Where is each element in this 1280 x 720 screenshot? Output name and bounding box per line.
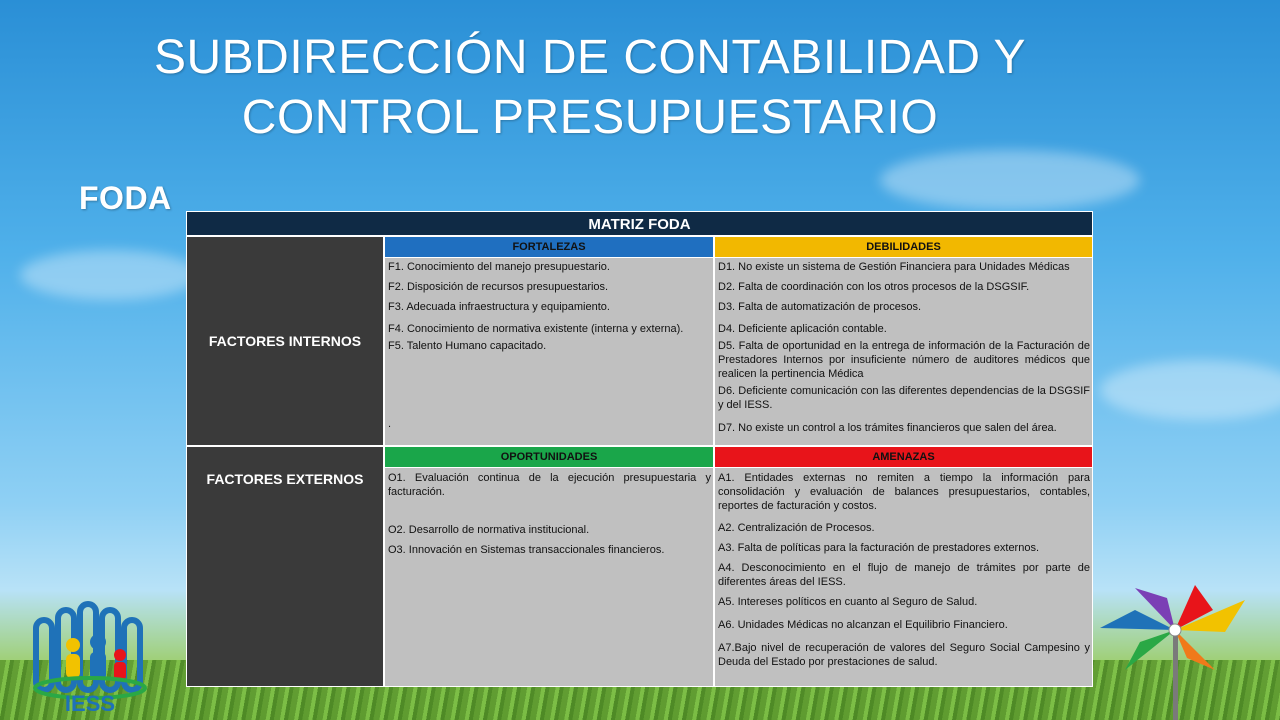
list-item: . [388,418,392,430]
list-item: D7. No existe un control a los trámites financieros que salen del área. [718,422,1057,434]
list-item: F3. Adecuada infraestructura y equipamiento. [388,301,610,313]
list-item: D6. Deficiente comunicación con las diferentes dependencias de la DSGSIF y del IESS. [718,385,1090,411]
oportunidades-list [385,468,713,557]
list-item: D2. Falta de coordinación con los otros procesos de la DSGSIF. [718,281,1030,293]
list-item: F2. Disposición de recursos presupuestarios. [388,281,609,293]
logo-text: IESS [64,691,116,715]
title-line-2: CONTROL PRESUPUESTARIO [241,91,939,144]
pinwheel-decoration [1095,580,1255,720]
list-item: A1. Entidades externas no remiten a tiempo la información para consolidación y evaluación de balances presupuestarios, contables, reportes de facturación y costos. [718,472,1090,512]
cloud-decoration [880,150,1140,210]
iess-logo [28,600,158,715]
cloud-decoration [1100,360,1280,420]
list-item: O3. Innovación en Sistemas transaccionales financieros. [388,544,665,556]
debilidades-list [715,258,1092,435]
list-item: D1. No existe un sistema de Gestión Financiera para Unidades Médicas [718,261,1070,273]
external-factors-label: FACTORES EXTERNOS [186,446,384,687]
list-item: O1. Evaluación continua de la ejecución presupuestaria y facturación. [388,472,711,498]
slide-title [0,28,1180,148]
internal-factors-label: FACTORES INTERNOS [186,236,384,446]
list-item: A3. Falta de políticas para la facturación de prestadores externos. [718,542,1040,554]
fortalezas-column [384,236,714,446]
list-item: O2. Desarrollo de normativa institucional. [388,524,590,536]
debilidades-header: DEBILIDADES [715,237,1092,258]
list-item: A5. Intereses políticos en cuanto al Seguro de Salud. [718,596,978,608]
foda-matrix [186,211,1093,687]
title-line-1: SUBDIRECCIÓN DE CONTABILIDAD Y [153,31,1027,84]
amenazas-column [714,446,1093,687]
cloud-decoration [20,250,200,300]
list-item: F1. Conocimiento del manejo presupuestario. [388,261,610,273]
amenazas-header: AMENAZAS [715,447,1092,468]
section-label: FODA [79,180,172,216]
debilidades-column [714,236,1093,446]
fortalezas-header: FORTALEZAS [385,237,713,258]
list-item: D5. Falta de oportunidad en la entrega de información de la Facturación de Prestadores Internos por insuficiente número de auditores médicos que realicen la pertinencia Médica [718,340,1090,380]
fortalezas-list [385,258,713,431]
list-item: F5. Talento Humano capacitado. [388,340,547,352]
list-item: A7.Bajo nivel de recuperación de valores del Seguro Social Campesino y Deuda del Estado por prestaciones de salud. [718,642,1090,668]
list-item: D3. Falta de automatización de procesos. [718,301,922,313]
list-item: A6. Unidades Médicas no alcanzan el Equilibrio Financiero. [718,619,1008,631]
list-item: D4. Deficiente aplicación contable. [718,323,887,335]
matrix-title: MATRIZ FODA [186,211,1093,236]
list-item: A2. Centralización de Procesos. [718,522,875,534]
amenazas-list [715,468,1092,669]
oportunidades-header: OPORTUNIDADES [385,447,713,468]
oportunidades-column [384,446,714,687]
list-item: A4. Desconocimiento en el flujo de manejo de trámites por parte de diferentes áreas del IESS. [718,562,1090,588]
list-item: F4. Conocimiento de normativa existente (interna y externa). [388,323,684,335]
